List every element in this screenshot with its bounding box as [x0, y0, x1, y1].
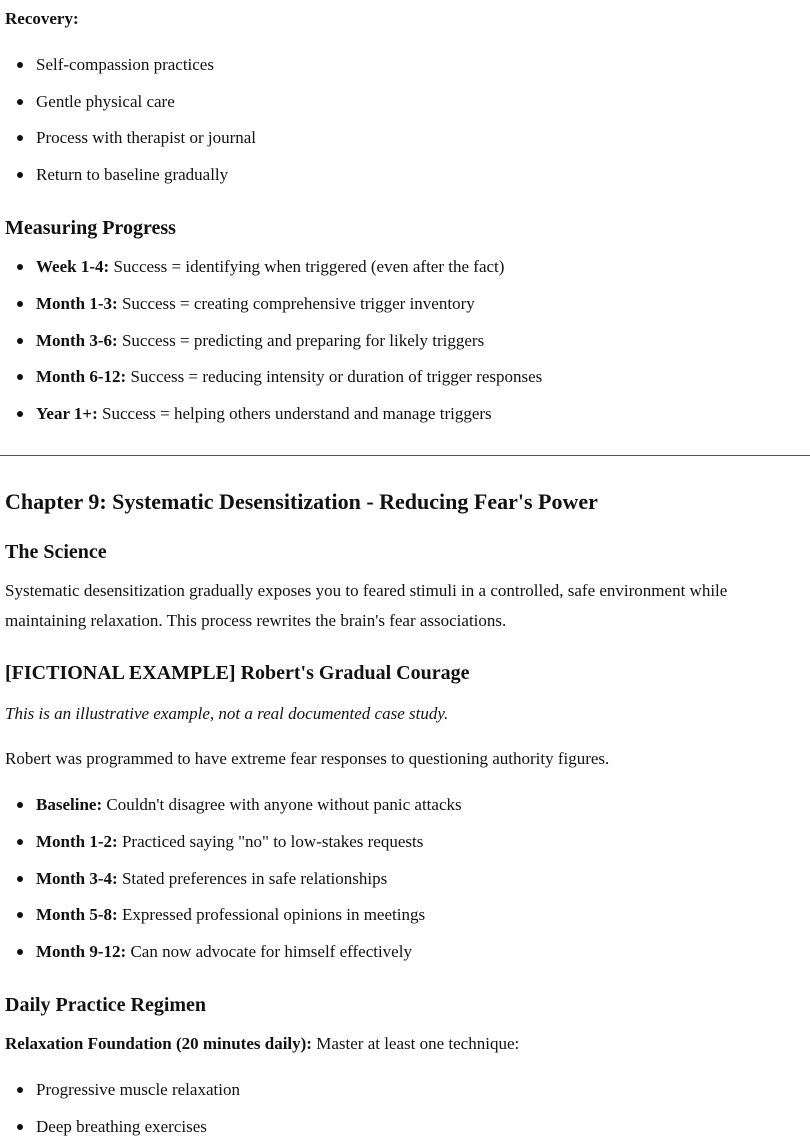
bullet-icon: [17, 411, 23, 417]
bullet-icon: [17, 62, 23, 68]
bullet-icon: [17, 338, 23, 344]
science-heading: The Science: [5, 541, 107, 563]
bullet-icon: [17, 172, 23, 178]
example-heading: [FICTIONAL EXAMPLE] Robert's Gradual Courage: [5, 662, 470, 684]
example-disclaimer: This is an illustrative example, not a real documented case study.: [5, 704, 449, 723]
bullet-icon: [17, 1124, 23, 1130]
bullet-icon: [17, 374, 23, 380]
relaxation-foundation-paragraph: Relaxation Foundation (20 minutes daily): Master at least one technique:: [5, 1034, 520, 1053]
section-divider: [0, 455, 810, 456]
bullet-icon: [17, 876, 23, 882]
bullet-icon: [17, 135, 23, 141]
recovery-label: Recovery:: [5, 9, 79, 28]
bullet-icon: [17, 301, 23, 307]
chapter-title: Chapter 9: Systematic Desensitization - Reducing Fear's Power: [5, 489, 598, 514]
example-intro: Robert was programmed to have extreme fear responses to questioning authority figures.: [5, 749, 610, 768]
bullet-icon: [17, 912, 23, 918]
bullet-icon: [17, 1087, 23, 1093]
bullet-icon: [17, 264, 23, 270]
measuring-progress-heading: Measuring Progress: [5, 217, 176, 239]
bullet-icon: [17, 99, 23, 105]
practice-heading: Daily Practice Regimen: [5, 994, 207, 1016]
science-paragraph-line-2: maintaining relaxation. This process rewrites the brain's fear associations.: [5, 611, 507, 630]
bullet-icon: [17, 839, 23, 845]
bullet-icon: [17, 949, 23, 955]
science-paragraph-line-1: Systematic desensitization gradually exposes you to feared stimuli in a controlled, safe environment while: [5, 581, 728, 600]
bullet-icon: [17, 802, 23, 808]
